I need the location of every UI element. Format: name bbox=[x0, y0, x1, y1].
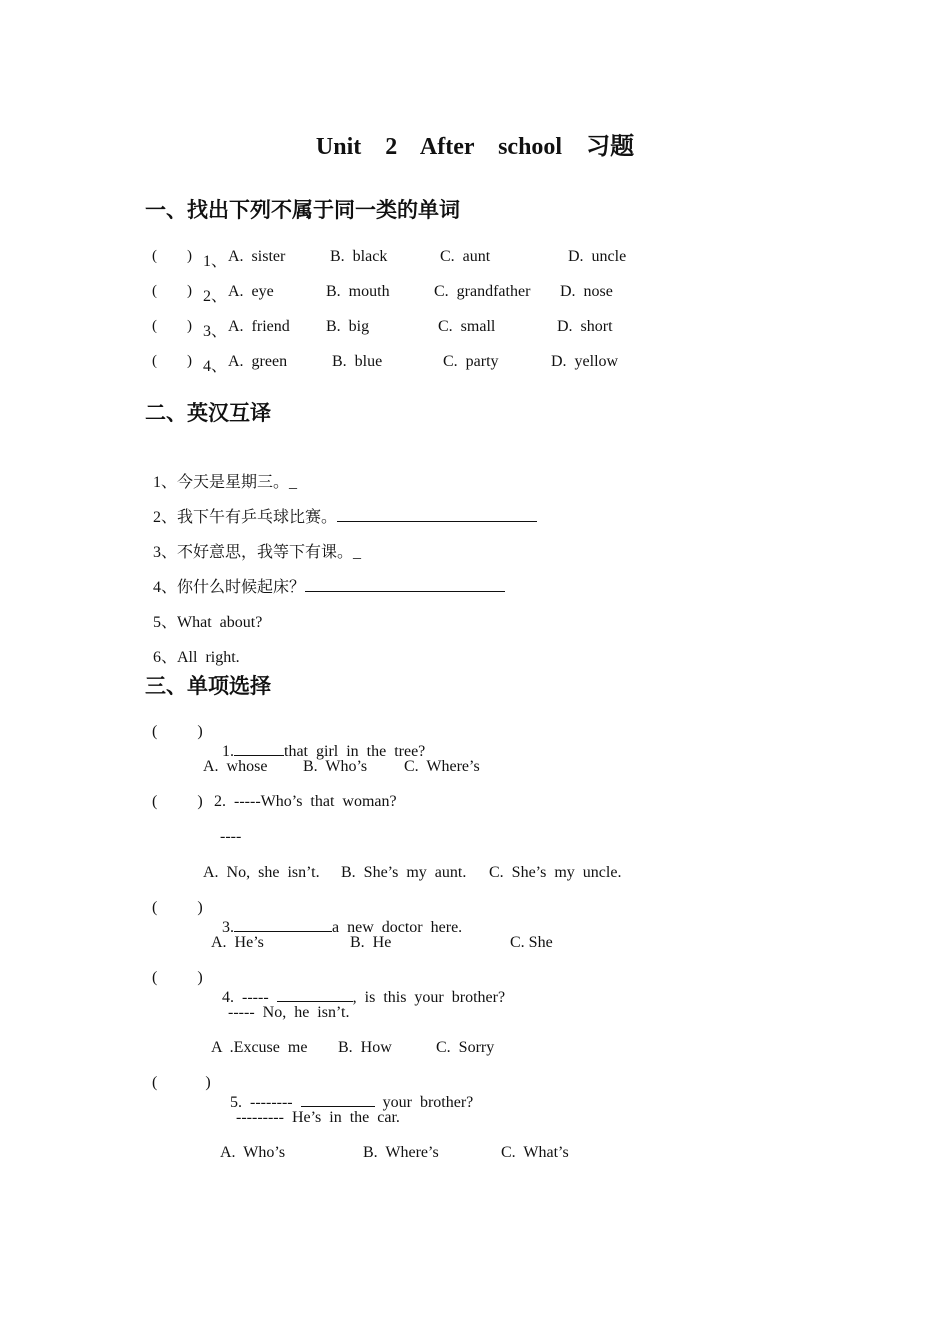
option-d: D. uncle bbox=[568, 248, 627, 265]
option-d: D. short bbox=[557, 318, 613, 335]
question-number: 1、 bbox=[203, 253, 228, 270]
question-text: your brother? bbox=[382, 1094, 474, 1111]
option-c: C. She’s my uncle. bbox=[489, 864, 622, 881]
answer-paren: ( ) bbox=[152, 283, 192, 299]
answer-paren: ( ) bbox=[152, 793, 203, 810]
option-d: D. nose bbox=[560, 283, 613, 300]
option-a: A. Who’s bbox=[220, 1144, 286, 1161]
reply-line: ----- No, he isn’t. bbox=[228, 1004, 350, 1021]
question-text: that girl in the tree? bbox=[284, 743, 426, 760]
answer-paren: ( ) bbox=[152, 318, 192, 334]
question-4-stem bbox=[214, 969, 505, 1007]
translation-item bbox=[145, 626, 240, 667]
question-number: 3、 bbox=[203, 323, 228, 340]
translation-text: 1、今天是星期三。_ bbox=[153, 474, 298, 491]
option-b: B. Where’s bbox=[363, 1144, 439, 1161]
question-number: 3. bbox=[222, 919, 234, 936]
option-c: C. She bbox=[510, 934, 553, 951]
answer-paren: ( ) bbox=[152, 899, 203, 916]
reply-line: ---- bbox=[220, 828, 242, 845]
option-b: B. How bbox=[338, 1039, 392, 1056]
option-a: A. green bbox=[228, 353, 288, 370]
question-5-stem bbox=[222, 1074, 473, 1112]
section-1-heading: 一、找出下列不属于同一类的单词 bbox=[145, 198, 460, 222]
reply-line: --------- He’s in the car. bbox=[236, 1109, 400, 1126]
option-a: A. He’s bbox=[211, 934, 264, 951]
option-a: A .Excuse me bbox=[211, 1039, 308, 1056]
option-b: B. She’s my aunt. bbox=[341, 864, 467, 881]
question-number: 2、 bbox=[203, 288, 228, 305]
option-b: B. He bbox=[350, 934, 392, 951]
option-a: A. sister bbox=[228, 248, 286, 265]
option-a: A. whose bbox=[203, 758, 268, 775]
option-a: A. friend bbox=[228, 318, 290, 335]
question-text: a new doctor here. bbox=[332, 919, 463, 936]
answer-blank[interactable] bbox=[234, 741, 284, 756]
section-3-heading: 三、单项选择 bbox=[145, 674, 271, 698]
answer-paren: ( ) bbox=[152, 723, 203, 740]
option-c: C. Sorry bbox=[436, 1039, 495, 1056]
answer-blank[interactable] bbox=[234, 917, 332, 932]
question-1-stem bbox=[214, 723, 425, 761]
translation-text: 5、What about? bbox=[153, 614, 263, 631]
translation-text: 6、All right. bbox=[153, 649, 240, 666]
translation-text: 4、你什么时候起床？ bbox=[153, 579, 306, 596]
option-a: A. No, she isn’t. bbox=[203, 864, 320, 881]
question-text: , is this your brother? bbox=[352, 989, 506, 1006]
option-c: C. Where’s bbox=[404, 758, 480, 775]
option-c: C. small bbox=[438, 318, 496, 335]
answer-paren: ( ) bbox=[152, 1074, 211, 1091]
answer-paren: ( ) bbox=[152, 969, 203, 986]
answer-blank[interactable] bbox=[301, 1092, 375, 1107]
option-c: C. party bbox=[443, 353, 499, 370]
option-d: D. yellow bbox=[551, 353, 619, 370]
answer-blank[interactable] bbox=[305, 577, 505, 592]
question-number: 4、 bbox=[203, 358, 228, 375]
option-c: C. grandfather bbox=[434, 283, 531, 300]
option-c: C. What’s bbox=[501, 1144, 569, 1161]
question-3-stem bbox=[214, 899, 462, 937]
option-b: B. Who’s bbox=[303, 758, 368, 775]
option-b: B. mouth bbox=[326, 283, 390, 300]
translation-text: 3、不好意思，我等下有课。_ bbox=[153, 544, 362, 561]
translation-text: 2、我下午有乒乓球比赛。 bbox=[153, 509, 338, 526]
option-b: B. black bbox=[330, 248, 388, 265]
question-2-stem: 2. -----Who’s that woman? bbox=[214, 793, 397, 810]
section-2-heading: 二、英汉互译 bbox=[145, 401, 271, 425]
question-prefix: 5. -------- bbox=[230, 1094, 293, 1111]
option-b: B. big bbox=[326, 318, 370, 335]
answer-blank[interactable] bbox=[277, 987, 353, 1002]
answer-blank[interactable] bbox=[337, 507, 537, 522]
option-c: C. aunt bbox=[440, 248, 491, 265]
page-title: Unit 2 After school 习题 bbox=[315, 134, 635, 160]
question-prefix: 4. ----- bbox=[222, 989, 269, 1006]
answer-paren: ( ) bbox=[152, 248, 192, 264]
answer-paren: ( ) bbox=[152, 353, 192, 369]
option-a: A. eye bbox=[228, 283, 274, 300]
option-b: B. blue bbox=[332, 353, 383, 370]
question-number: 1. bbox=[222, 743, 234, 760]
